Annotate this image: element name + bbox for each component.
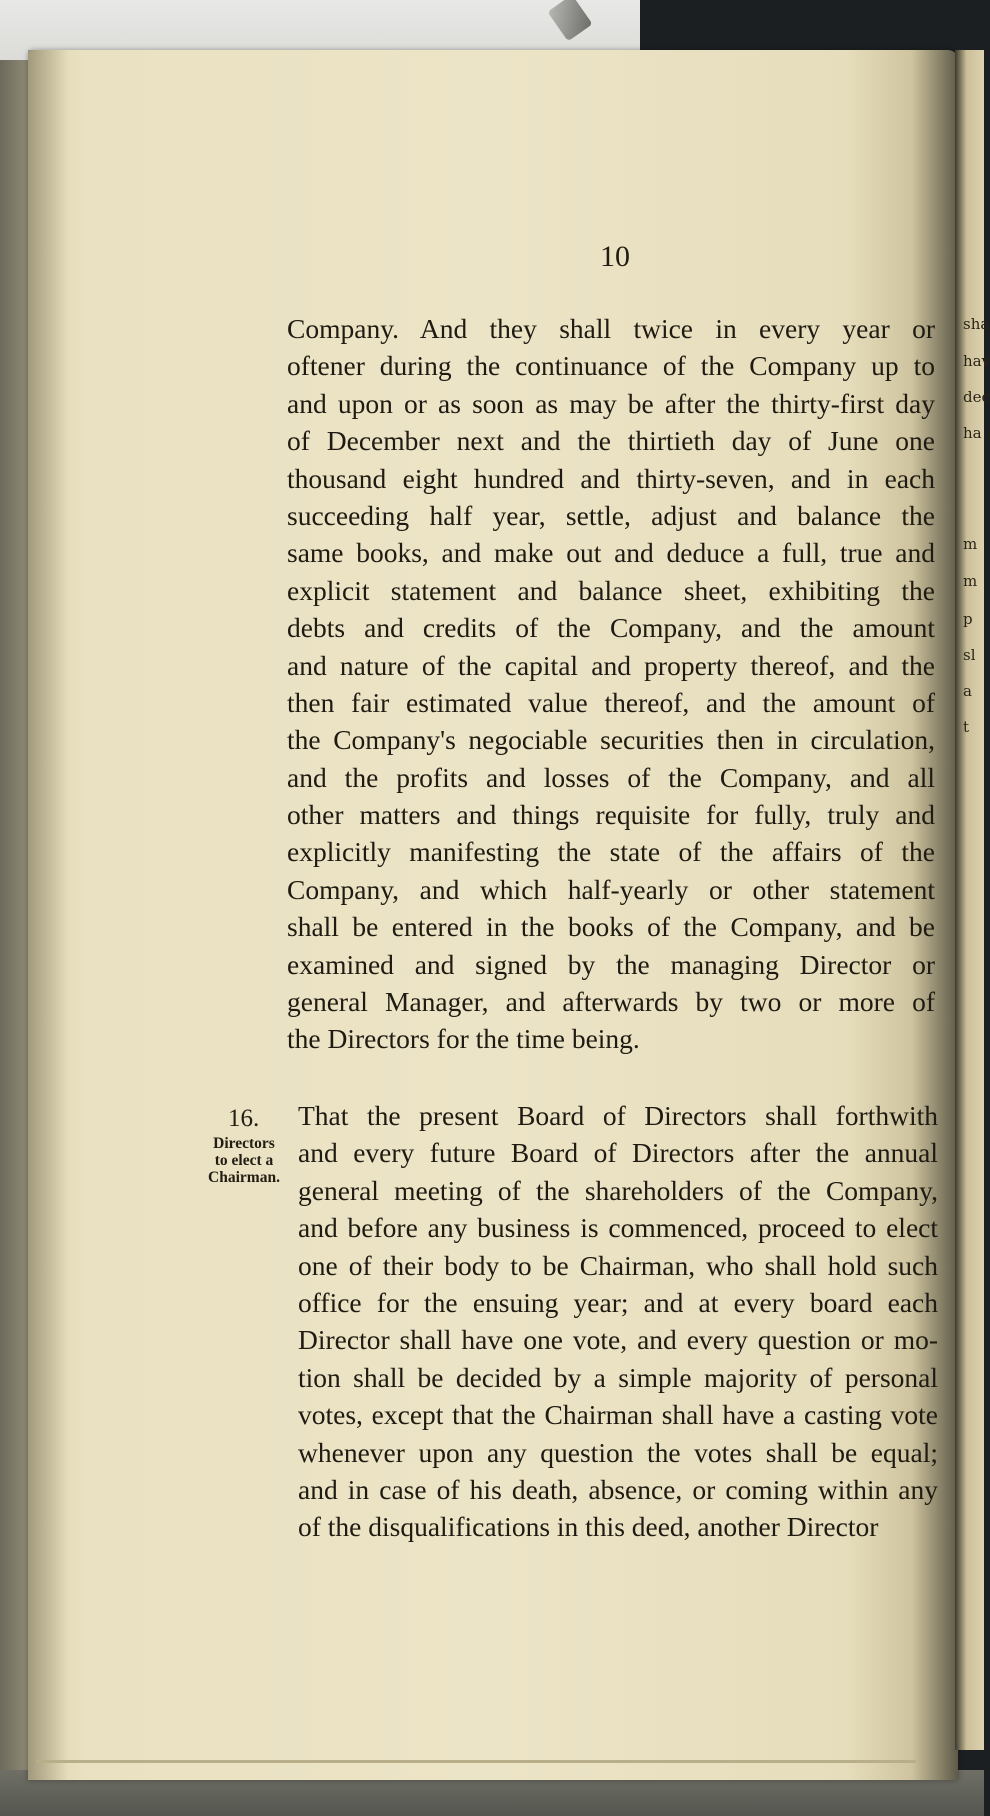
text-line: and upon or as soon as may be after the thirty-first day xyxy=(287,387,935,419)
text-line: other matters and things requisite for fully, truly and xyxy=(287,799,935,831)
text-line: thousand eight hundred and thirty-seven, and in each xyxy=(287,462,935,494)
text-line: votes, except that the Chairman shall have a casting vote xyxy=(298,1399,938,1431)
text-line: oftener during the continuance of the Company up to xyxy=(287,350,935,382)
text-line: and the profits and losses of the Company, and all xyxy=(287,761,935,793)
text-line: succeeding half year, settle, adjust and balance the xyxy=(287,499,935,531)
next-page-fragment: sl xyxy=(963,646,976,664)
text-line: tion shall be decided by a simple majority of personal xyxy=(298,1361,938,1393)
text-line: and every future Board of Directors after the annual xyxy=(298,1137,938,1169)
text-line: the Company's negociable securities then in circulation, xyxy=(287,724,935,756)
text-line: of December next and the thirtieth day of June one xyxy=(287,425,935,457)
text-line: shall be entered in the books of the Company, and be xyxy=(287,911,935,943)
next-page-fragment: dec xyxy=(963,388,990,406)
section-number: 16. xyxy=(228,1105,260,1132)
text-line: and before any business is commenced, proceed to elect xyxy=(298,1212,938,1244)
margin-note-line: Chairman. xyxy=(208,1169,280,1186)
next-page-fragment: a xyxy=(963,682,972,700)
text-line: explicit statement and balance sheet, exhibiting the xyxy=(287,574,935,606)
text-line: debts and credits of the Company, and the amount xyxy=(287,612,935,644)
text-line: explicitly manifesting the state of the affairs of the xyxy=(287,836,935,868)
text-line: office for the ensuing year; and at every board each xyxy=(298,1286,938,1318)
margin-note xyxy=(196,1135,292,1186)
next-page-fragment: m xyxy=(963,535,978,553)
text-line: and in case of his death, absence, or coming within any xyxy=(298,1473,938,1505)
next-page-fragment: m xyxy=(963,572,978,590)
text-line: the Directors for the time being. xyxy=(287,1023,640,1055)
text-line: whenever upon any question the votes shall be equal; xyxy=(298,1436,938,1468)
page-fold-line xyxy=(36,1760,916,1763)
section-16-paragraph xyxy=(298,1097,938,1546)
paragraph-continued xyxy=(287,310,935,1058)
text-line: one of their body to be Chairman, who shall hold such xyxy=(298,1249,938,1281)
text-line: Company. And they shall twice in every year or xyxy=(287,313,935,344)
next-page-fragment: hav xyxy=(963,352,990,370)
text-line: general meeting of the shareholders of the Company, xyxy=(298,1174,938,1206)
text-line: and nature of the capital and property thereof, and the xyxy=(287,649,935,681)
text-line: of the disqualifications in this deed, another Director xyxy=(298,1511,879,1543)
margin-note-line: Directors xyxy=(213,1135,275,1152)
next-page-fragment: ha xyxy=(963,424,982,442)
text-line: Company, and which half-yearly or other statement xyxy=(287,873,935,905)
text-line: examined and signed by the managing Director or xyxy=(287,948,935,980)
text-line: same books, and make out and deduce a full, true and xyxy=(287,537,935,569)
next-page-fragment: t xyxy=(963,718,970,736)
text-line: then fair estimated value thereof, and the amount of xyxy=(287,686,935,718)
text-line: That the present Board of Directors shall forthwith xyxy=(298,1100,938,1131)
text-line: general Manager, and afterwards by two or more of xyxy=(287,986,935,1018)
text-line: Director shall have one vote, and every question or mo- xyxy=(298,1324,938,1356)
next-page-fragment: p xyxy=(963,610,973,628)
margin-note-line: to elect a xyxy=(214,1152,274,1169)
next-page-edge xyxy=(955,50,990,1750)
page-number: 10 xyxy=(600,240,630,273)
next-page-fragment: sha xyxy=(963,315,990,333)
